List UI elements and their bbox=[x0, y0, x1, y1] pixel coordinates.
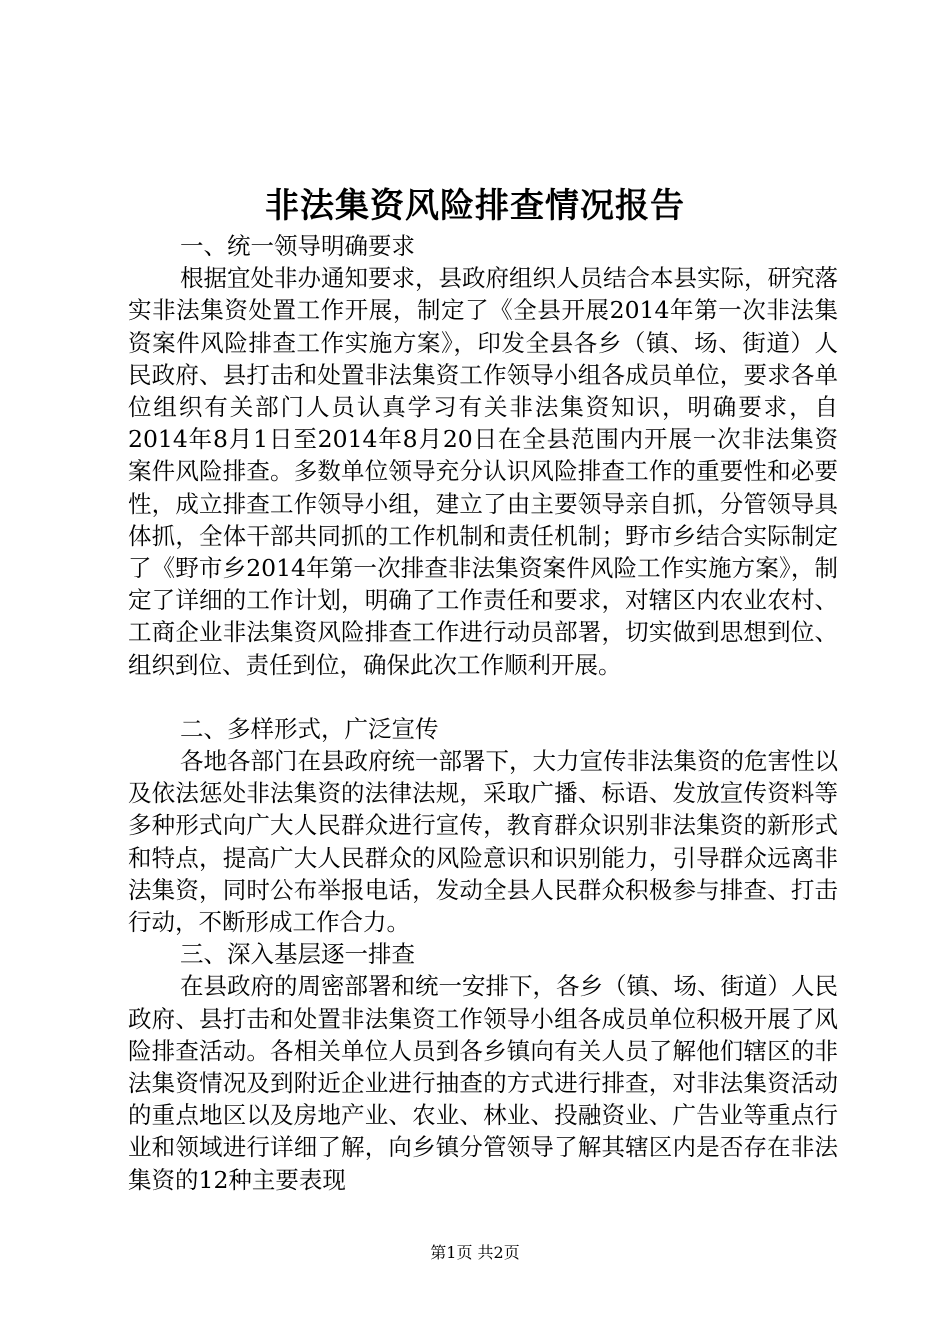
section-heading-2: 二、多样形式，广泛宣传 bbox=[180, 714, 439, 743]
section-heading-3: 三、深入基层逐一排查 bbox=[180, 940, 415, 969]
page-number-footer: 第1页 共2页 bbox=[430, 1243, 520, 1262]
section-paragraph-2: 各地各部门在县政府统一部署下，大力宣传非法集资的危害性以及依法惩处非法集资的法律法规，采取广播、标语、发放宣传资料等多种形式向广大人民群众进行宣传，教育群众识别非法集资的新形式和特点，提高广大人民群众的风险意识和识别能力，引导群众远离非法集资，同时公布举报电话，发动全县人民群众积极参与排查、打击行动，不断形成工作合力。 bbox=[128, 747, 838, 937]
section-paragraph-1: 根据宜处非办通知要求，县政府组织人员结合本县实际，研究落实非法集资处置工作开展，制定了《全县开展2014年第一次非法集资案件风险排查工作实施方案》，印发全县各乡（镇、场、街道）人民政府、县打击和处置非法集资工作领导小组各成员单位，要求各单位组织有关部门人员认真学习有关非法集资知识，明确要求，自2014年8月1日至2014年8月20日在全县范围内开展一次非法集资案件风险排查。多数单位领导充分认识风险排查工作的重要性和必要性，成立排查工作领导小组，建立了由主要领导亲自抓，分管领导具体抓，全体干部共同抓的工作机制和责任机制；野市乡结合实际制定了《野市乡2014年第一次排查非法集资案件风险工作实施方案》，制定了详细的工作计划，明确了工作责任和要求，对辖区内农业农村、工商企业非法集资风险排查工作进行动员部署，切实做到思想到位、组织到位、责任到位，确保此次工作顺利开展。 bbox=[128, 264, 838, 679]
section-paragraph-3: 在县政府的周密部署和统一安排下，各乡（镇、场、街道）人民政府、县打击和处置非法集资工作领导小组各成员单位积极开展了风险排查活动。各相关单位人员到各乡镇向有关人员了解他们辖区的非法集资情况及到附近企业进行抽查的方式进行排查，对非法集资活动的重点地区以及房地产业、农业、林业、投融资业、广告业等重点行业和领域进行详细了解，向乡镇分管领导了解其辖区内是否存在非法集资的12种主要表现 bbox=[128, 972, 838, 1194]
section-heading-1: 一、统一领导明确要求 bbox=[180, 232, 415, 260]
document-body bbox=[128, 230, 838, 1196]
paragraph-spacer bbox=[128, 681, 838, 713]
document-title: 非法集资风险排查情况报告 bbox=[265, 186, 685, 226]
